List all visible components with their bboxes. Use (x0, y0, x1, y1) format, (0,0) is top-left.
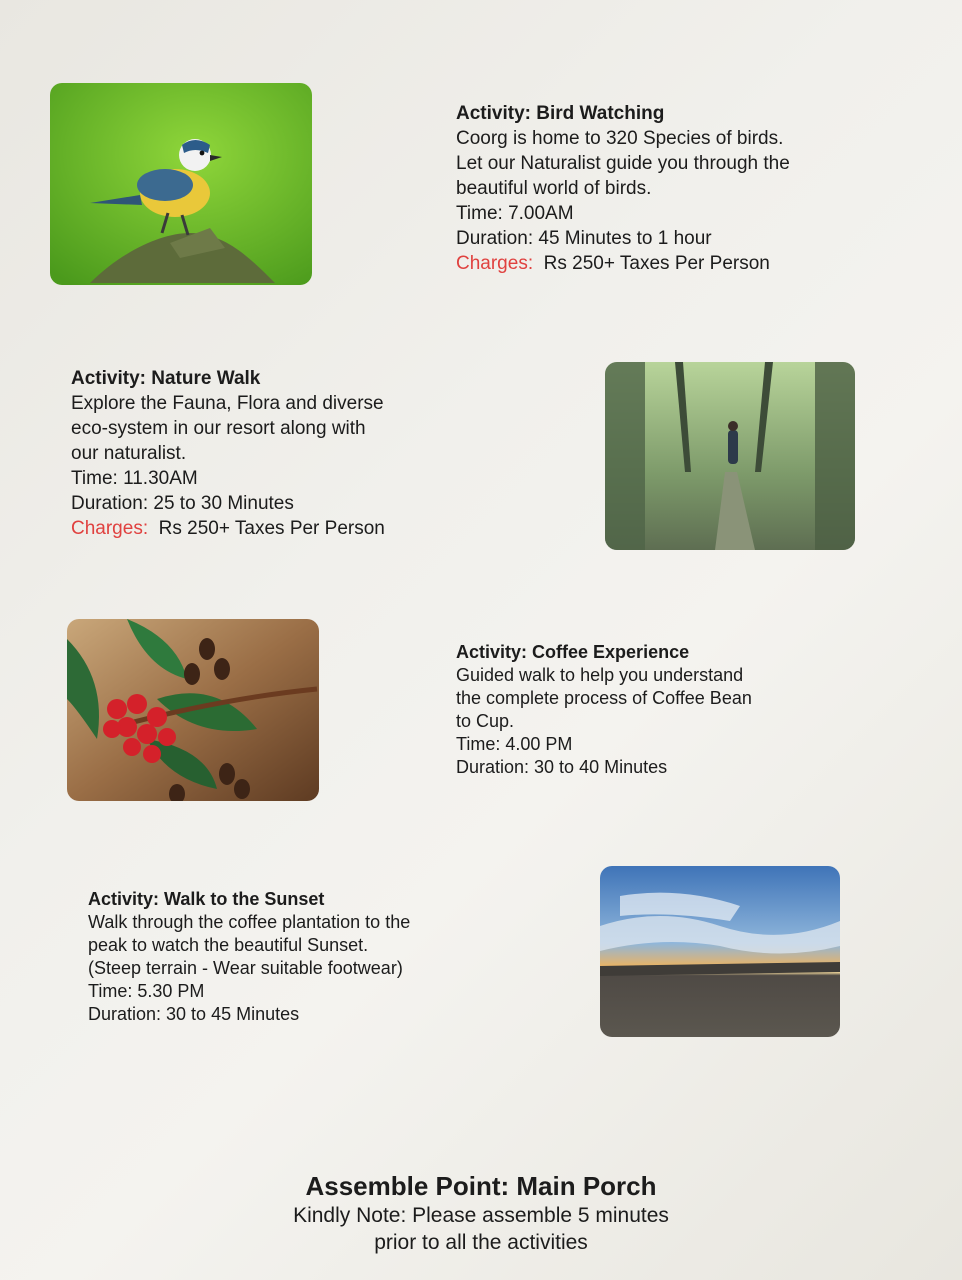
sunset-photo (600, 866, 840, 1037)
assemble-point: Assemble Point: Main Porch (305, 1171, 657, 1201)
description-line: beautiful world of birds. (456, 178, 652, 199)
charges-value: Rs 250+ Taxes Per Person (543, 253, 770, 274)
description-line: Guided walk to help you understand (456, 665, 744, 685)
activity-title (71, 366, 471, 391)
activity-duration: Duration: 30 to 40 Minutes (456, 757, 668, 777)
forest-path-photo (605, 362, 855, 550)
assembly-footer (0, 1170, 962, 1256)
note-line: Kindly Note: Please assemble 5 minutes (293, 1204, 669, 1227)
description-line: to Cup. (456, 711, 515, 731)
activity-charges (71, 516, 471, 541)
bird-photo (50, 83, 312, 285)
charges-label: Charges: (71, 518, 149, 539)
description-line: (Steep terrain - Wear suitable footwear) (88, 958, 403, 978)
activity-time: Time: 5.30 PM (88, 981, 205, 1001)
description-line: Explore the Fauna, Flora and diverse (71, 393, 384, 414)
description-line: Walk through the coffee plantation to the (88, 912, 411, 932)
activity-time: Time: 7.00AM (456, 203, 574, 224)
charges-label: Charges: (456, 253, 534, 274)
activity-label: Activity: (456, 103, 531, 124)
description-line: the complete process of Coffee Bean (456, 688, 752, 708)
activity-bird-watching (456, 101, 856, 276)
activity-name: Walk to the Sunset (164, 889, 325, 909)
description-line: our naturalist. (71, 443, 187, 464)
description-line: eco-system in our resort along with (71, 418, 366, 439)
activity-time: Time: 11.30AM (71, 468, 198, 489)
activity-time: Time: 4.00 PM (456, 734, 573, 754)
activity-duration: Duration: 45 Minutes to 1 hour (456, 228, 712, 249)
activity-nature-walk (71, 366, 471, 541)
activity-label: Activity: (88, 889, 160, 909)
activity-title (88, 888, 508, 911)
description-line: peak to watch the beautiful Sunset. (88, 935, 369, 955)
activity-duration: Duration: 30 to 45 Minutes (88, 1004, 300, 1024)
activity-walk-to-the-sunset (88, 888, 508, 1026)
activity-coffee-experience (456, 641, 856, 779)
activity-name: Nature Walk (151, 368, 261, 389)
note-line: prior to all the activities (374, 1231, 588, 1254)
coffee-berries-photo (67, 619, 319, 801)
activity-title (456, 101, 856, 126)
activity-name: Coffee Experience (532, 642, 690, 662)
description-line: Coorg is home to 320 Species of birds. (456, 128, 784, 149)
activity-name: Bird Watching (536, 103, 665, 124)
activity-label: Activity: (456, 642, 528, 662)
description-line: Let our Naturalist guide you through the (456, 153, 790, 174)
charges-value: Rs 250+ Taxes Per Person (158, 518, 385, 539)
activity-duration: Duration: 25 to 30 Minutes (71, 493, 294, 514)
activity-label: Activity: (71, 368, 146, 389)
activity-charges (456, 251, 856, 276)
activity-title (456, 641, 856, 664)
